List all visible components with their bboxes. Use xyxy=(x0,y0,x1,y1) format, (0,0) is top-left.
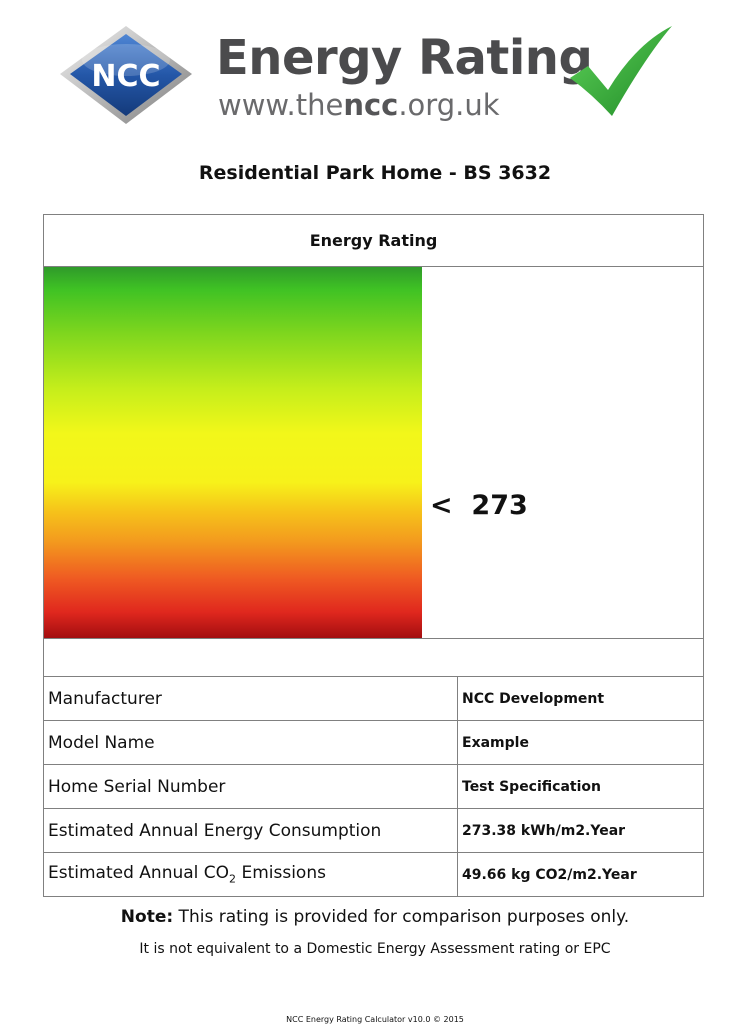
details-table xyxy=(43,676,704,897)
ncc-logo-text: NCC xyxy=(91,59,161,94)
epc-disclaimer: It is not equivalent to a Domestic Energy Assessment rating or EPC xyxy=(139,941,611,957)
brand-url-bold: ncc xyxy=(343,88,399,122)
comparison-note xyxy=(0,905,750,929)
manufacturer-value: NCC Development xyxy=(458,677,704,721)
table-row xyxy=(44,721,704,765)
rating-gradient-bar xyxy=(44,267,422,638)
brand-url-suffix: .org.uk xyxy=(398,88,500,122)
table-row xyxy=(44,765,704,809)
co2-emissions-value: 49.66 kg CO2/m2.Year xyxy=(458,853,704,897)
footer-version: NCC Energy Rating Calculator v10.0 © 2015 xyxy=(286,1015,464,1024)
brand-url xyxy=(218,88,500,122)
co2-emissions-label xyxy=(44,853,458,897)
table-row xyxy=(44,853,704,897)
table-row xyxy=(44,809,704,853)
energy-consumption-value: 273.38 kWh/m2.Year xyxy=(458,809,704,853)
document-title: Residential Park Home - BS 3632 xyxy=(198,162,552,184)
brand-url-prefix: www.the xyxy=(218,88,344,122)
rating-value: < 273 xyxy=(430,490,528,521)
serial-number-value: Test Specification xyxy=(458,765,704,809)
model-name-label: Model Name xyxy=(44,721,458,765)
co2-label-prefix: Estimated Annual CO xyxy=(48,863,230,884)
serial-number-label: Home Serial Number xyxy=(44,765,458,809)
table-row xyxy=(44,677,704,721)
note-text: This rating is provided for comparison purposes only. xyxy=(173,907,630,927)
brand-title: Energy Rating xyxy=(216,30,593,86)
energy-rating-panel xyxy=(43,214,704,677)
ncc-logo xyxy=(56,24,196,134)
checkmark-icon xyxy=(566,20,676,124)
model-name-value: Example xyxy=(458,721,704,765)
energy-rating-header: Energy Rating xyxy=(44,215,703,267)
co2-label-subscript: 2 xyxy=(229,872,237,886)
header xyxy=(56,18,702,136)
rating-divider xyxy=(44,638,703,639)
manufacturer-label: Manufacturer xyxy=(44,677,458,721)
energy-consumption-label: Estimated Annual Energy Consumption xyxy=(44,809,458,853)
note-label: Note: xyxy=(120,907,174,927)
co2-label-suffix: Emissions xyxy=(236,863,326,884)
